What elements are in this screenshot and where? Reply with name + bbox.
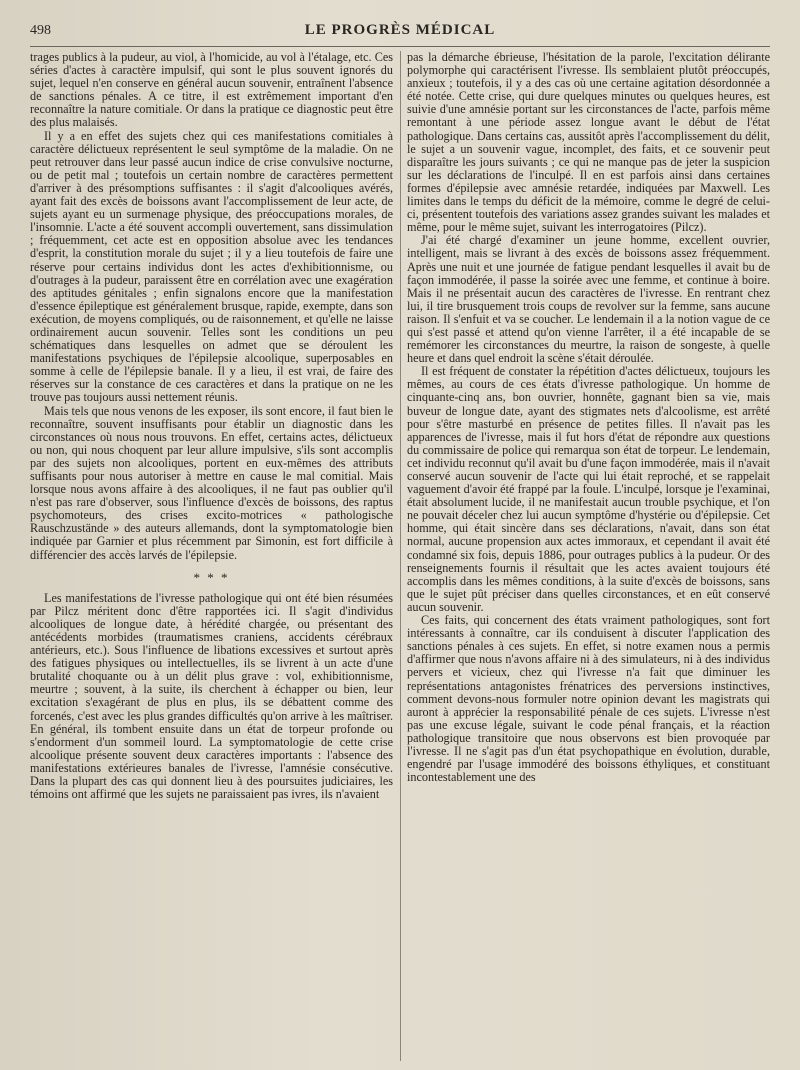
right-column [407,51,770,1061]
page-number: 498 [30,23,51,38]
text-columns [30,51,770,1061]
paragraph: trages publics à la pudeur, au viol, à l'homicide, au vol à l'étalage, etc. Ces séries d'actes à caractère impulsif, qui sont le plus souvent ignorés du sujet, lequel n'en conserve en général aucun souvenir, entraînent l'absence de sanctions pénales. A ce titre, il est extrêmement important d'en reconnaître la nature comitiale. Or dans la pratique ce diagnostic peut être des plus malaisés. [30,51,393,130]
paragraph: J'ai été chargé d'examiner un jeune homme, excellent ouvrier, intelligent, mais se livrant à des excès de boissons assez fréquemment. Après une nuit et une journée de fatigue pendant lesquelles il avait bu de façon immodérée, il passe la soirée avec une femme, et continue à boire. Mais il ne présentait aucun des caractères de l'ivresse. En rentrant chez lui, il tire brusquement trois coups de revolver sur la femme, sans aucune raison. Il s'enfuit et va se coucher. Le lendemain il a la notion vague de ce qui s'est passé et attend qu'on vienne l'arrêter, il a été incapable de se remémorer les circonstances du meurtre, la raison de songeste, à quelle heure et dans quel endroit la scène s'était déroulée. [407,233,770,366]
paragraph: Mais tels que nous venons de les exposer, ils sont encore, il faut bien le reconnaître, souvent insuffisants pour établir un diagnostic dans les circonstances où nous nous trouvons. En effet, certains actes, délictueux ou non, qui nous choquent par leur allure impulsive, s'ils sont accomplis par des sujets non alcooliques, portent en eux-mêmes des attributs suffisants pour nous autoriser à mettre en cause le mal comitial. Mais lorsque nous avons affaire à des alcooliques, il ne faut pas oublier qu'il n'est pas rare d'observer, sous l'influence d'excès de boissons, des raptus psychomoteurs, des crises excito-motrices « pathologische Rauschzustände » des auteurs allemands, dont la symptomatologie bien indiquée par Garnier et plus récemment par Simonin, est fort difficile à différencier des accès larvés de l'épilepsie. [30,403,393,562]
paragraph: Il est fréquent de constater la répétition d'actes délictueux, toujours les mêmes, au cours de ces états d'ivresse pathologique. Un homme de cinquante-cinq ans, bon ouvrier, honnête, gagnant bien sa vie, mais buveur de longue date, ayant des stigmates nets d'alcoolisme, est arrêté pour s'être masturbé en présence de petites filles. Il n'avait pas les apparences de l'ivresse, mais il fut hors d'état de répondre aux questions du commissaire de police qui remarqua son état de torpeur. Le lendemain, cet individu reconnut qu'il avait bu d'une façon immodérée, mais il n'avait conservé aucun souvenir de l'acte qui lui était reproché, et se rappelait vaguement d'avoir été frappé par la foule. L'inculpé, lorsque je l'examinai, était absolument lucide, il ne manifestait aucun trouble psychique, et l'on ne pouvait déceler chez lui aucun symptôme d'hystérie ou d'épilepsie. Cet homme, qui était sincère dans ses déclarations, n'avait, dans son état normal, aucune propension aux actes immoraux, et cependant il avait été condamné six fois, depuis 1886, pour outrages publics à la pudeur. Or des renseignements fournis il résultait que les actes avaient toujours été accomplis dans les mêmes conditions, à la suite d'excès de boissons, sans que le sujet pût préciser dans quelles circonstances, et en eût conservé aucun souvenir. [407,364,770,614]
paragraph: Ces faits, qui concernent des états vraiment pathologiques, sont fort intéressants à connaître, car ils conduisent à discuter l'application des sanctions pénales à ces sujets. En effet, si notre examen nous a permis d'affirmer que nous n'avons affaire ni à des simulateurs, ni à des individus pervers et vicieux, chez qui l'ivresse n'a fait que diminuer les représentations antagonistes frénatrices des perversions instinctives, comment devons-nous formuler notre opinion devant les magistrats qui auront à apprécier la responsabilité pénale de ces sujets. L'ivresse n'est pas une excuse légale, suivant le code pénal français, et la réaction pathologique transitoire que nous observons est bien provoquée par l'ivresse. Il ne s'agit pas d'un état psychopathique en évolution, durable, engendré par l'usage immodéré des boissons éthyliques, et constituant incontestablement une des [407,613,770,785]
left-column [30,51,393,1061]
paragraph: Les manifestations de l'ivresse pathologique qui ont été bien résumées par Pilcz méritent donc d'être rapportées ici. Il s'agit d'individus alcooliques de longue date, à hérédité chargée, ou présentant des antécédents morbides (traumatismes craniens, accidents cérébraux antérieurs, etc.). Sous l'influence de libations excessives et surtout après des fatigues physiques ou intellectuelles, ils se livrent à un acte d'une brutalité choquante ou à un délit plus grave : vol, exhibitionnisme, meurtre ; souvent, à la suite, ils cherchent à échapper ou bien, leur excitation s'exagérant de plus en plus, ils se débattent comme des forcenés, c'est avec les plus grandes difficultés qu'on arrive à les maîtriser. En général, ils tombent ensuite dans un état de torpeur profonde ou s'endorment d'un sommeil lourd. La symptomatologie de cette crise alcoolique présente souvent deux caractères importants : l'absence des manifestations extérieures banales de l'ivresse, l'amnésie consécutive. Dans la plupart des cas qui donnent lieu à des poursuites judiciaires, les témoins ont affirmé que les sujets ne paraissaient pas ivres, ils n'avaient [30,590,393,802]
column-divider [400,51,401,1061]
paragraph: Il y a en effet des sujets chez qui ces manifestations comitiales à caractère délictueux représentent le seul symptôme de la maladie. On ne peut retrouver dans leur passé aucun indice de crise convulsive nocturne, ou de petit mal ; toutefois un certain nombre de caractères permettent d'arriver à des présomptions suffisantes : il s'agit d'alcooliques avérés, ayant fait des excès de boissons avant l'accomplissement de leur acte, de sujets ayant eu un surmenage physique, des préoccupations morales, de l'insomnie. L'acte a été souvent accompli ouvertement, sans dissimulation ; fréquemment, cet acte est en opposition absolue avec les tendances d'esprit, la constitution morale du sujet ; il y a lieu toutefois de faire une réserve pour certains individus dont les actes d'exhibitionnisme, ou d'outrages à la pudeur, paraissent être en corrélation avec une exagération des aptitudes génitales ; enfin signalons encore que la manifestation d'essence épileptique est généralement brusque, rapide, exempte, dans son exécution, de moyens compliqués, ou de raisonnement, et qu'elle ne laisse ordinairement aucun souvenir. Telles sont les conditions un peu schématiques dans lesquelles on admet que se déroulent les manifestations psychiques de l'épilepsie alcoolique, superposables en somme à celle de l'épilepsie banale. Il y a lieu, il est vrai, de faire des réserves sur la constance de ces caractères et dans la pratique on ne les trouve pas toujours aussi nettement réunis. [30,128,393,405]
section-separator: * * * [193,569,230,585]
page-header [30,22,770,47]
paragraph: pas la démarche ébrieuse, l'hésitation de la parole, l'excitation délirante polymorphe qui caractérisent l'ivresse. Ils semblaient plutôt préoccupés, anxieux ; toutefois, il y a des cas où une certaine agitation désordonnée a été notée. Cette crise, qui dure quelques minutes ou quelques heures, est suivie d'une amnésie portant sur les circonstances de l'acte, parfois même remontant à une période assez longue avant le début de l'état pathologique. Dans certains cas, aussitôt après l'accomplissement du délit, le sujet a un souvenir vague, incomplet, des faits, et ce souvenir peut disparaître les jours suivants ; ce qui ne manque pas de jeter la suspicion sur les déclarations de l'inculpé. Il en est parfois ainsi dans certaines formes d'épilepsie avec amnésie retardée, indiquées par Maxwell. Les limites dans le temps du déficit de la mémoire, comme le degré de celui-ci, présentent toutefois des variations assez grandes suivant les malades et même, pour le même sujet, suivant les interrogatoires (Pilcz). [407,51,770,235]
journal-title: LE PROGRÈS MÉDICAL [304,22,496,38]
